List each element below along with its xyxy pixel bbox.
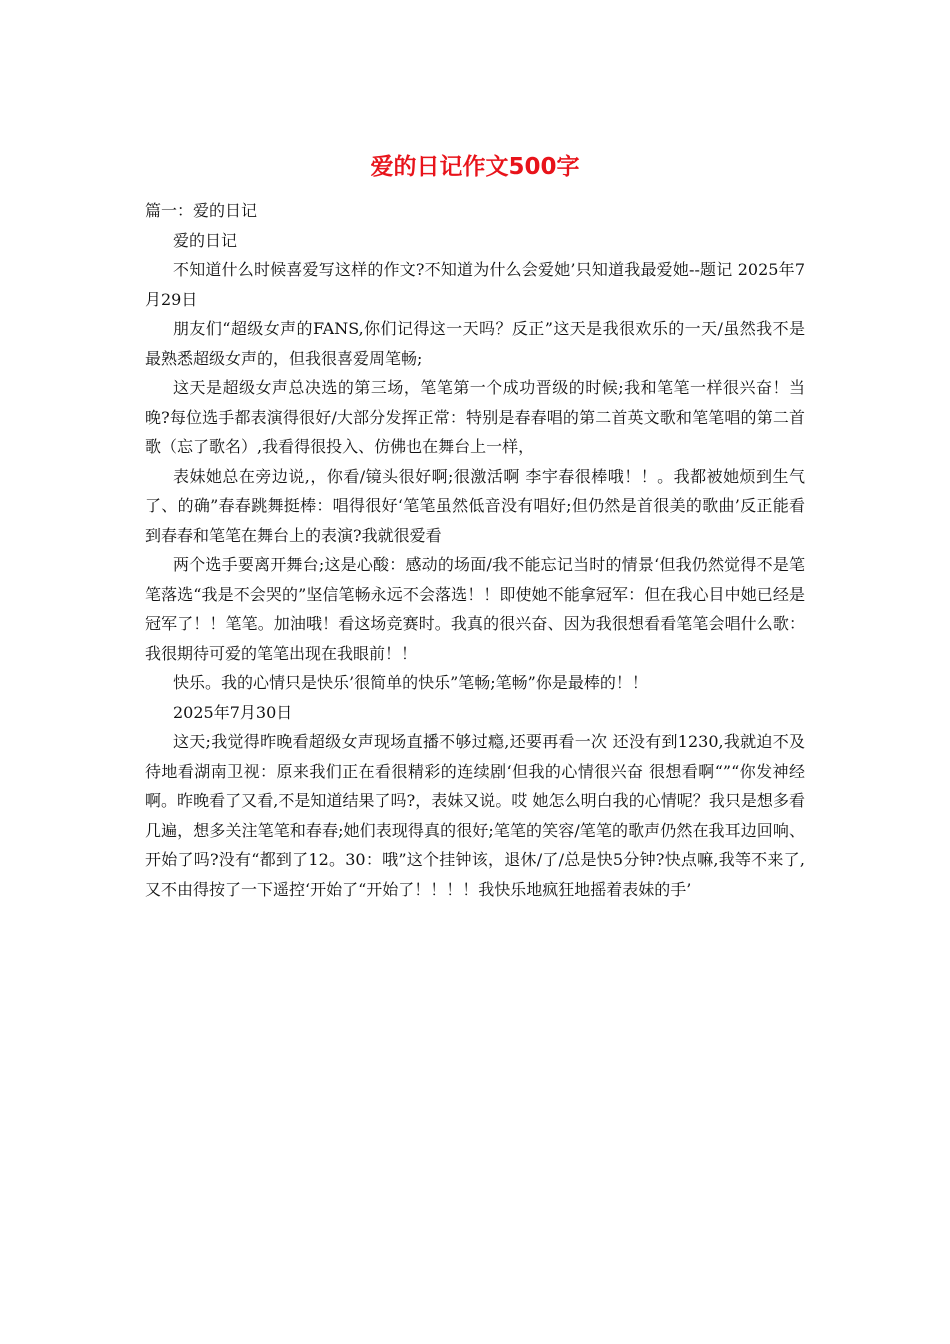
- paragraph: 这天是超级女声总决选的第三场，笔笔第一个成功晋级的时候;我和笔笔一样很兴奋！当晚?每位选手都表演得很好/大部分发挥正常：特别是春春唱的第二首英文歌和笔笔唱的第二首歌（忘了歌名）,我看得很投入、仿佛也在舞台上一样，: [145, 378, 805, 456]
- section-heading: 篇一：爱的日记: [145, 201, 258, 220]
- paragraph: 快乐。我的心情只是快乐’很简单的快乐”笔畅;笔畅”你是最棒的！！: [173, 673, 648, 692]
- paragraph: 不知道什么时候喜爱写这样的作文?不知道为什么会爱她’只知道我最爱她--题记 2025年7月29日: [145, 260, 805, 309]
- paragraph: 两个选手要离开舞台;这是心酸：感动的场面/我不能忘记当时的情景‘但我仍然觉得不是笔笔落选“我是不会哭的”坚信笔畅永远不会落选！！即使她不能拿冠军：但在我心目中她已经是冠军了！！笔笔。加油哦！看这场竞赛时。我真的很兴奋、因为我很想看看笔笔会唱什么歌：我很期待可爱的笔笔出现在我眼前！！: [145, 555, 805, 663]
- document-title: 爱的日记作文500字: [370, 154, 580, 180]
- paragraph: 爱的日记: [173, 230, 238, 250]
- paragraph: 这天;我觉得昨晚看超级女声现场直播不够过瘾,还要再看一次 还没有到1230,我就迫不及待地看湖南卫视：原来我们正在看很精彩的连续剧‘但我的心情很兴奋 很想看啊“”“你发神经啊。昨晚看了又看,不是知道结果了吗?，表妹又说。哎 她怎么明白我的心情呢？我只是想多看几遍，想多关注笔笔和春春;她们表现得真的很好;笔笔的笑容/笔笔的歌声仍然在我耳边回响、开始了吗?没有“都到了12。30：哦”这个挂钟该，退休/了/总是快5分钟?快点嘛,我等不来了,又不由得按了一下遥控‘开始了“开始了！！！！我快乐地疯狂地摇着表妹的手’: [145, 732, 805, 899]
- paragraph: 表妹她总在旁边说,，你看/镜头很好啊;很激活啊 李宇春很棒哦！！。我都被她烦到生气了、的确”春春跳舞挺棒：唱得很好‘笔笔虽然低音没有唱好;但仍然是首很美的歌曲’反正能看到春春和笔笔在舞台上的表演?我就很爱看: [145, 466, 805, 545]
- document-body: [145, 196, 805, 904]
- paragraph: 2025年7月30日: [173, 702, 293, 722]
- paragraph: 朋友们“超级女声的FANS,你们记得这一天吗？反正”这天是我很欢乐的一天/虽然我不是最熟悉超级女声的，但我很喜爱周笔畅;: [145, 319, 805, 368]
